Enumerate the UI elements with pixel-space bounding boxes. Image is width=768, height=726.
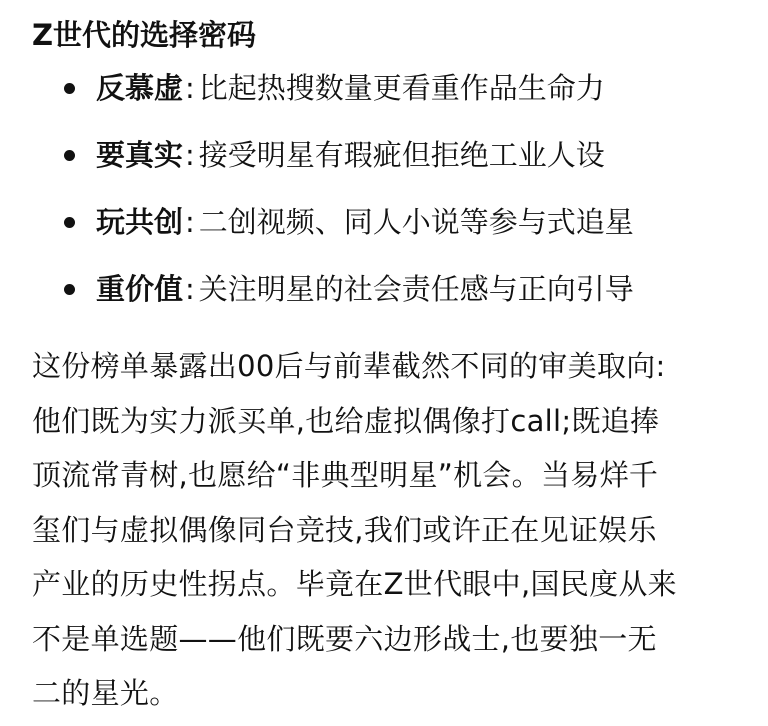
item-separator: : (185, 138, 195, 172)
paragraph-line: 二的星光。 (32, 676, 179, 710)
paragraph-line: 产业的历史性拐点。毕竟在Z世代眼中,国民度从来 (32, 567, 677, 601)
paragraph-line: 玺们与虚拟偶像同台竞技,我们或许正在见证娱乐 (32, 512, 657, 547)
bullet-dot-icon (64, 284, 75, 295)
item-description: 关注明星的社会责任感与正向引导 (198, 272, 634, 306)
item-term: 玩共创 (96, 205, 184, 239)
item-term: 重价值 (96, 272, 184, 306)
item-description: 比起热搜数量更看重作品生命力 (198, 71, 605, 105)
list-item (32, 202, 738, 269)
item-term: 反慕虚 (96, 71, 184, 105)
bullet-list (32, 68, 738, 336)
list-item (32, 269, 738, 336)
section-heading: Z世代的选择密码 (32, 18, 257, 52)
list-item (32, 68, 738, 135)
paragraph-line: 顶流常青树,也愿给“非典型明星”机会。当易烊千 (32, 458, 659, 492)
item-description: 二创视频、同人小说等参与式追星 (198, 205, 634, 239)
item-separator: : (185, 272, 195, 306)
bullet-dot-icon (64, 83, 75, 94)
item-term: 要真实 (96, 138, 184, 172)
paragraph-line: 这份榜单暴露出00后与前辈截然不同的审美取向: (32, 349, 666, 383)
item-description: 接受明星有瑕疵但拒绝工业人设 (198, 138, 605, 172)
item-separator: : (185, 71, 195, 105)
item-separator: : (185, 205, 195, 239)
list-item (32, 135, 738, 202)
paragraph-line: 不是单选题——他们既要六边形战士,也要独一无 (32, 621, 657, 656)
paragraph-line: 他们既为实力派买单,也给虚拟偶像打call;既追捧 (32, 403, 660, 438)
body-paragraph (32, 339, 738, 721)
bullet-dot-icon (64, 217, 75, 228)
bullet-dot-icon (64, 150, 75, 161)
